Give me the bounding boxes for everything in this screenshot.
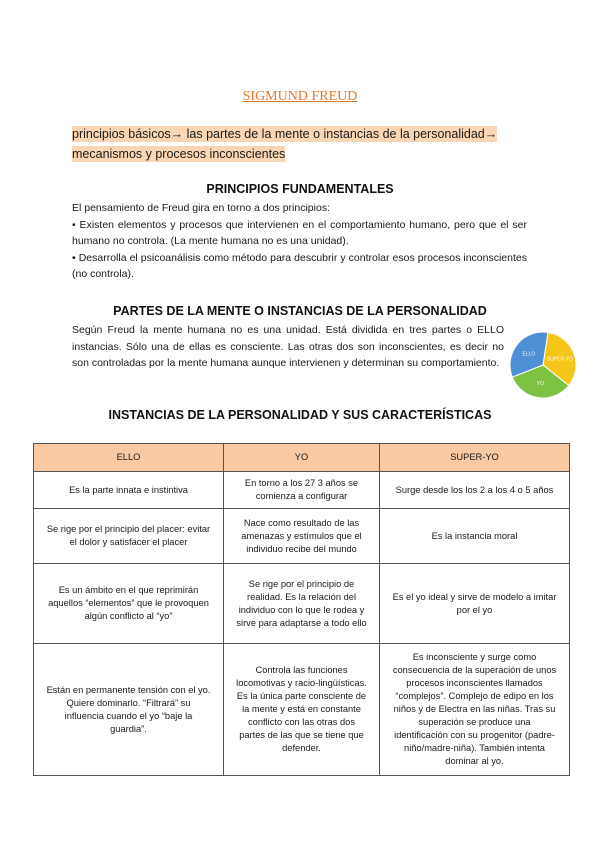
table-header-row — [34, 444, 570, 472]
table-cell: Es un ámbito en el que reprimirán aquellos “elementos” que le provoquen algún conflicto al “yo” — [34, 564, 224, 644]
table-row — [34, 472, 570, 509]
table-cell: Surge desde los los 2 a los 4 o 5 años — [380, 472, 570, 509]
principios-text — [72, 200, 527, 283]
partes-text: Según Freud la mente humana no es una unidad. Está dividida en tres partes o ELLO instancias. Sólo una de ellas es consciente. Las otras dos son inconscientes, es decir no son controladas por la mente humana aunque intervienen y determinan su comportamiento. — [72, 324, 504, 369]
table-row — [34, 564, 570, 644]
page-title: SIGMUND FREUD — [242, 89, 358, 104]
partes-heading: PARTES DE LA MENTE O INSTANCIAS DE LA PERSONALIDAD — [113, 304, 487, 318]
principios-intro: El pensamiento de Freud gira en torno a dos principios: — [72, 202, 330, 214]
table-row — [34, 644, 570, 776]
pie-label-yo: YO — [536, 380, 544, 387]
principios-bullet-1: • Existen elementos y procesos que intervienen en el comportamiento humano, pero que el ser humano no controla. (La mente humana no es una unidad). — [72, 218, 527, 247]
table-cell: Es el yo ideal y sirve de modelo a imitar por el yo — [380, 564, 570, 644]
mind-parts-pie-chart — [508, 330, 578, 400]
table-cell: Es inconsciente y surge como consecuencia de la superación de unos procesos inconscientes llamados “complejos”. Complejo de edipo en los niños y de Electra en las niñas. Tras su superación se produce una identificación con su progenitor (padre-niño/madre-niña). También intenta dominar al yo. — [380, 644, 570, 776]
table-cell: Es la instancia moral — [380, 509, 570, 564]
table-cell: Están en permanente tensión con el yo. Quiere dominarlo. “Filtrará” su influencia cuando el yo “baje la guardia”. — [34, 644, 224, 776]
pie-label-ello: ELLO — [522, 351, 536, 358]
column-header-yo: YO — [224, 444, 380, 472]
instancias-heading: INSTANCIAS DE LA PERSONALIDAD Y SUS CARACTERÍSTICAS — [108, 408, 492, 422]
table-cell: Es la parte innata e instintiva — [34, 472, 224, 509]
table-cell: Se rige por el principio de realidad. Es la relación del individuo con lo que le rodea y sirve para adaptarse a todo ello — [224, 564, 380, 644]
column-header-ello: ELLO — [34, 444, 224, 472]
table-cell: Se rige por el principio del placer: evitar el dolor y satisfacer el placer — [34, 509, 224, 564]
topic-summary — [72, 124, 542, 164]
table-cell: En torno a los 27 3 años se comienza a configurar — [224, 472, 380, 509]
pie-label-super-yo: SUPER-YO — [546, 356, 573, 363]
topic-summary-line1: principios básicos→ las partes de la mente o instancias de la personalidad→ — [72, 127, 498, 141]
personality-table — [33, 443, 570, 776]
table-cell: Controla las funciones locomotivas y racio-lingüísticas. Es la única parte consciente de la mente y está en constante conflicto con las otras dos partes de las que se tiene que defender. — [224, 644, 380, 776]
principios-heading: PRINCIPIOS FUNDAMENTALES — [206, 182, 394, 196]
principios-bullet-2: • Desarrolla el psicoanálisis como método para descubrir y controlar esos procesos inconscientes (no controla). — [72, 251, 527, 280]
table-cell: Nace como resultado de las amenazas y estímulos que el individuo recibe del mundo — [224, 509, 380, 564]
topic-summary-line2: mecanismos y procesos inconscientes — [72, 147, 286, 161]
table-row — [34, 509, 570, 564]
column-header-super-yo: SUPER-YO — [380, 444, 570, 472]
